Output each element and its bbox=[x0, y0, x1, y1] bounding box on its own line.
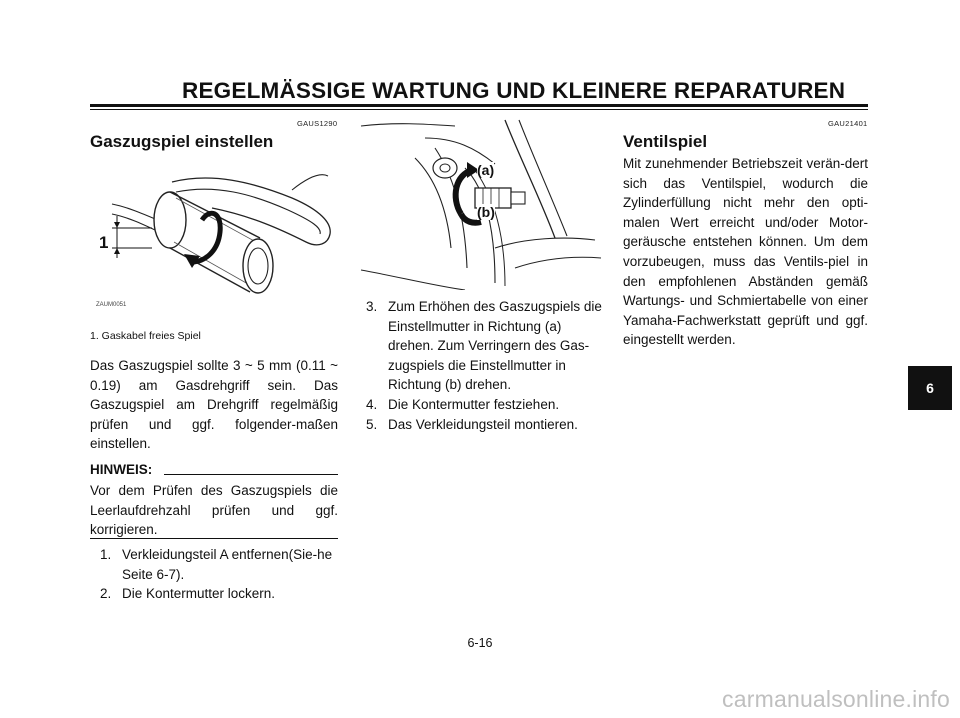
figure-callout-1: 1 bbox=[99, 233, 109, 252]
list-item: 2. Die Kontermutter lockern. bbox=[100, 586, 276, 602]
page-number: 6-16 bbox=[467, 636, 493, 650]
valve-clearance-paragraph: Mit zunehmender Betriebszeit verän-dert sich das Ventilspiel, wodurch die Zylinderfüllung nicht mehr den opti-malen Wert erreicht und/oder Motor-geräusche entstehen können. Um dem vorzubeugen, muss das Ventils-piel in den empfohlenen Abständen gemäß Wartungs- und Schmiertabelle von einer Yamaha-Fachwerkstatt geprüft und ggf. eingestellt werden. bbox=[623, 156, 868, 348]
list-item: 4. Die Kontermutter festziehen. bbox=[366, 396, 560, 412]
steps-list-left bbox=[100, 545, 338, 604]
throttle-grip-figure bbox=[92, 168, 342, 318]
section-code: GAU21401 bbox=[828, 119, 868, 128]
header-rule-thin bbox=[90, 109, 868, 110]
steps-list-middle bbox=[366, 297, 604, 434]
note-rule-bottom bbox=[90, 538, 338, 539]
note-text: Vor dem Prüfen des Gaszugspiels die Leerlaufdrehzahl prüfen und ggf. korrigieren. bbox=[90, 483, 338, 538]
header-rule bbox=[90, 104, 868, 107]
figure-caption: 1. Gaskabel freies Spiel bbox=[90, 330, 201, 342]
note-rule-top bbox=[164, 474, 338, 475]
direction-label-b: (b) bbox=[477, 204, 495, 220]
section-title: Gaszugspiel einstellen bbox=[90, 132, 274, 151]
figure-code: ZAUM0051 bbox=[96, 302, 127, 308]
watermark: carmanualsonline.info bbox=[722, 686, 950, 712]
list-item: 5. Das Verkleidungsteil montieren. bbox=[366, 416, 578, 432]
section-title: Ventilspiel bbox=[623, 132, 708, 151]
throttle-play-paragraph: Das Gaszugspiel sollte 3 ~ 5 mm (0.11 ~ 0.19) am Gasdrehgriff sein. Das Gaszugspiel am Drehgriff regelmäßig prüfen und ggf. folgender-maßen einstellen. bbox=[90, 358, 338, 452]
note-label: HINWEIS: bbox=[90, 462, 153, 477]
list-item: 3. Zum Erhöhen des Gaszugspiels die Einstellmutter in Richtung (a) drehen. Zum Verringern des Gas-zugspiels die Einstellmutter in Richtung (b) drehen. bbox=[366, 299, 602, 393]
direction-label-a: (a) bbox=[477, 162, 495, 178]
chapter-tab[interactable]: 6 bbox=[908, 366, 952, 410]
list-item: 1. Verkleidungsteil A entfernen(Sie-he Seite 6-7). bbox=[100, 547, 333, 582]
page-header-title: REGELMÄSSIGE WARTUNG UND KLEINERE REPARATUREN bbox=[182, 78, 846, 103]
section-code: GAUS1290 bbox=[297, 119, 338, 128]
